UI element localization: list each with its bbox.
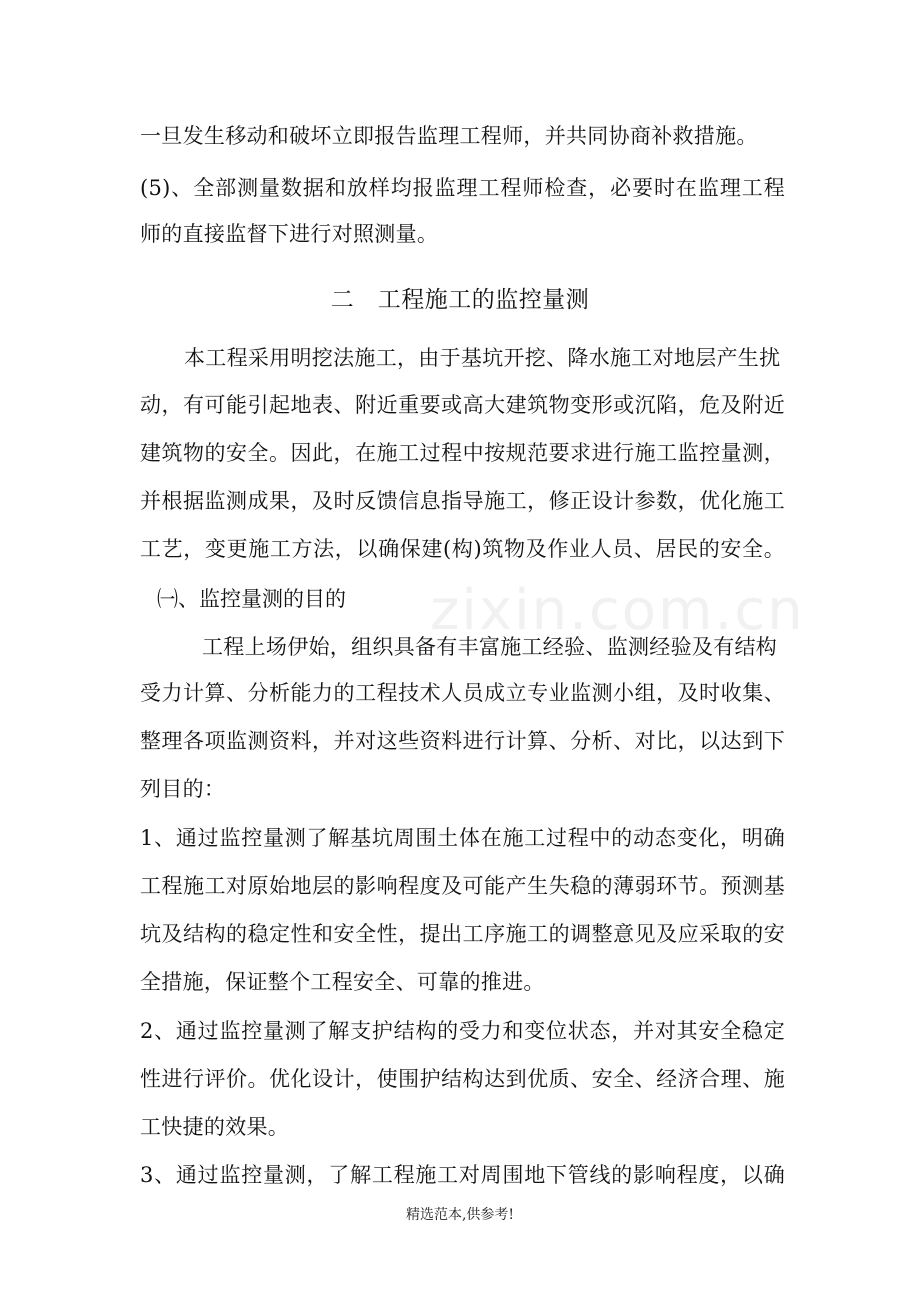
paragraph-line: 建筑物的安全。因此，在施工过程中按规范要求进行施工监控量测，: [140, 441, 785, 465]
paragraph-line: 整理各项监测资料，并对这些资料进行计算、分析、对比，以达到下: [140, 729, 785, 753]
text-line: 一旦发生移动和破坏立即报告监理工程师，并共同协商补救措施。: [140, 124, 758, 148]
list-item-line: 坑及结构的稳定性和安全性，提出工序施工的调整意见及应采取的安: [140, 922, 785, 946]
list-item-line: 全措施，保证整个工程安全、可靠的推进。: [140, 970, 545, 994]
paragraph-line: 受力计算、分析能力的工程技术人员成立专业监测小组，及时收集、: [140, 681, 785, 705]
section-heading: 二 工程施工的监控量测: [330, 287, 590, 313]
paragraph-line: 本工程采用明挖法施工，由于基坑开挖、降水施工对地层产生扰: [184, 346, 781, 370]
paragraph-line: 工程上场伊始，组织具备有丰富施工经验、监测经验及有结构: [202, 635, 778, 659]
paragraph-line: 工艺，变更施工方法，以确保建(构)筑物及作业人员、居民的安全。: [140, 537, 785, 561]
list-item-line: 2、通过监控量测了解支护结构的受力和变位状态，并对其安全稳定: [140, 1019, 785, 1043]
list-item-line: 3、通过监控量测，了解工程施工对周围地下管线的影响程度，以确: [140, 1163, 785, 1187]
list-item-line: 性进行评价。优化设计，使围护结构达到优质、安全、经济合理、施: [140, 1067, 785, 1091]
text-line: (5)、全部测量数据和放样均报监理工程师检查，必要时在监理工程: [140, 176, 785, 200]
subsection-heading: ㈠、监控量测的目的: [157, 587, 346, 611]
text-line: 师的直接监督下进行对照测量。: [140, 222, 439, 246]
list-item-line: 工快捷的效果。: [140, 1115, 290, 1139]
page-footer: 精选范本,供参考!: [405, 1207, 515, 1223]
list-item-line: 1、通过监控量测了解基坑周围土体在施工过程中的动态变化，明确: [140, 826, 785, 850]
list-item-line: 工程施工对原始地层的影响程度及可能产生失稳的薄弱环节。预测基: [140, 874, 785, 898]
paragraph-line: 列目的：: [140, 777, 226, 801]
paragraph-line: 并根据监测成果，及时反馈信息指导施工，修正设计参数，优化施工: [140, 489, 785, 513]
paragraph-line: 动，有可能引起地表、附近重要或高大建筑物变形或沉陷，危及附近: [140, 393, 785, 417]
watermark: zixin.com.cn: [430, 578, 805, 643]
